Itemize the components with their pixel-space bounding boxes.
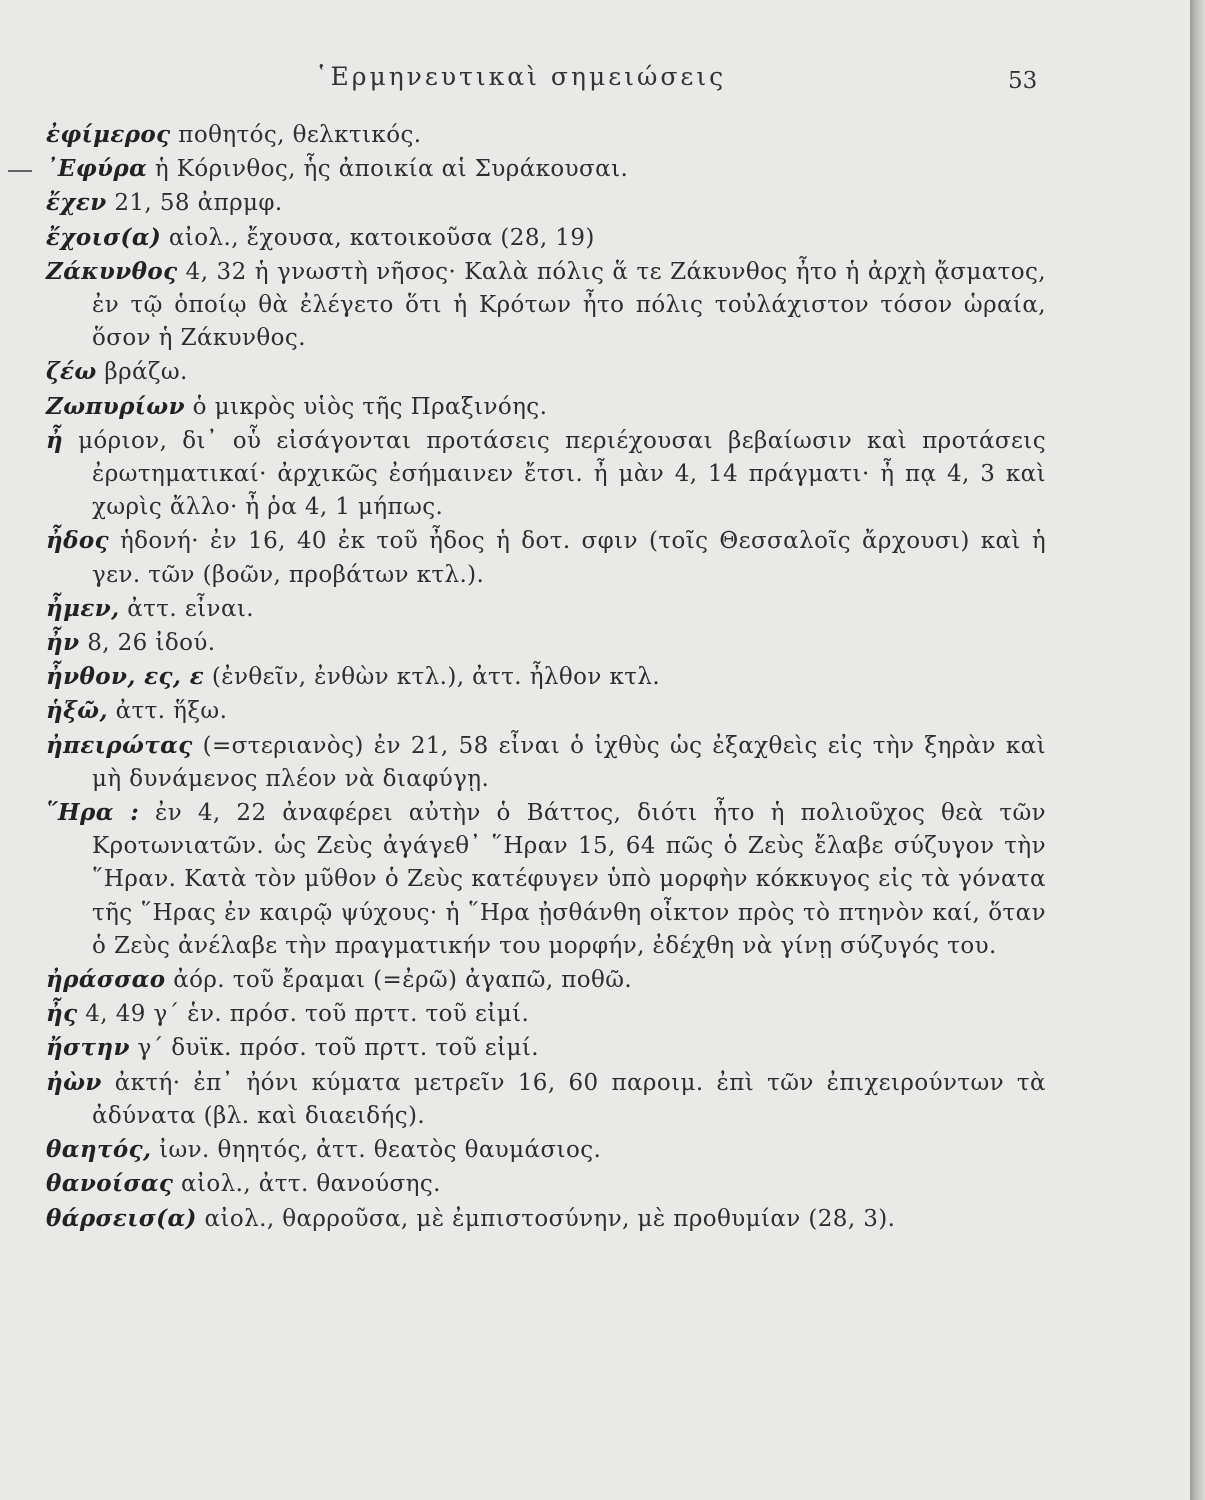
- glossary-entry: [46, 1066, 1046, 1133]
- glossary-entry: [46, 796, 1046, 963]
- entry-text: ἰων. θηητός, ἀττ. θεατὸς θαυμάσιος.: [151, 1137, 602, 1164]
- entry-text: αἰολ., θαρροῦσα, μὲ ἐμπιστοσύνην, μὲ προθυμίαν (28, 3).: [196, 1205, 896, 1232]
- entry-text: (ἐνθεῖν, ἐνθὼν κτλ.), ἀττ. ἦλθον κτλ.: [204, 664, 661, 691]
- entry-text: 8, 26 ἰδού.: [79, 630, 216, 657]
- entry-lemma: ἔχοισ(α): [46, 223, 162, 251]
- entry-text: ἐν 4, 22 ἀναφέρει αὐτὴν ὁ Βάττος, διότι ἦτο ἡ πολιοῦχος θεὰ τῶν Κροτωνιατῶν. ὡς Ζεὺς ἀγάγεθ᾿ ῞Ηραν 15, 64 πῶς ὁ Ζεὺς ἔλαβε σύζυγον τὴν ῞Ηραν. Κατὰ τὸν μῦθον ὁ Ζεὺς κατέφυγεν ὑπὸ μορφὴν κόκκυγος εἰς τὰ γόνατα τῆς ῞Ηρας ἐν καιρῷ ψύχους· ἡ ῞Ηρα ᾐσθάνθη οἶκτον πρὸς τὸ πτηνὸν καί, ὅταν ὁ Ζεὺς ἀνέλαβε τὴν πραγματικήν του μορφήν, ἐδέχθη νὰ γίνῃ σύζυγός του.: [92, 800, 1046, 959]
- glossary-entry: [46, 626, 1046, 660]
- entry-text: αἰολ., ἔχουσα, κατοικοῦσα (28, 19): [161, 224, 595, 251]
- entry-text: ἀττ. ἥξω.: [107, 698, 228, 725]
- entry-text: 21, 58 ἀπρμφ.: [106, 190, 283, 217]
- glossary-entry: [46, 118, 1046, 152]
- glossary-entry: [46, 390, 1046, 424]
- entry-lemma: ζέω: [46, 358, 97, 386]
- glossary-entry: [46, 152, 1046, 186]
- page-number: 53: [1008, 68, 1038, 94]
- entry-text: μόριον, δι᾿ οὗ εἰσάγονται προτάσεις περιέχουσαι βεβαίωσιν καὶ προτάσεις ἐρωτηματικαί· ἀρχικῶς ἐσήμαινεν ἔτσι. ἦ μὰν 4, 14 πράγματι· ἦ πᾳ 4, 3 καὶ χωρὶς ἄλλο· ἦ ῥα 4, 1 μήπως.: [63, 427, 1046, 521]
- entry-text: ἡδονή· ἐν 16, 40 ἐκ τοῦ ἦδος ἡ δοτ. σφιν (τοῖς Θεσσαλοῖς ἄρχουσι) καὶ ἡ γεν. τῶν (βοῶν, προβάτων κτλ.).: [92, 528, 1046, 588]
- entry-lemma: ἦνθον, ες, ε: [46, 663, 205, 691]
- glossary-entry: [46, 255, 1046, 356]
- entry-lemma: ἦμεν,: [46, 594, 120, 622]
- entry-lemma: ἠπειρώτας: [46, 731, 193, 759]
- entry-lemma: ἦς: [46, 1000, 78, 1028]
- glossary-entry: [46, 963, 1046, 997]
- running-title: ῾Ερμηνευτικαὶ σημειώσεις: [315, 62, 727, 91]
- margin-mark: [8, 170, 32, 172]
- entry-lemma: θάρσεισ(α): [46, 1204, 197, 1232]
- entry-text: αἰολ., ἀττ. θανούσης.: [173, 1171, 441, 1198]
- entry-lemma: ἠράσσαο: [46, 966, 166, 994]
- glossary-entry: [46, 424, 1046, 525]
- entry-text: ἀκτή· ἐπ᾿ ἠόνι κύματα μετρεῖν 16, 60 παροιμ. ἐπὶ τῶν ἐπιχειρούντων τὰ ἀδύνατα (βλ. καὶ διαειδής).: [92, 1069, 1046, 1129]
- entry-lemma: ἦν: [46, 629, 80, 657]
- glossary-entry: [46, 660, 1046, 694]
- entry-lemma: ἦδος: [46, 527, 110, 555]
- entry-text: βράζω.: [96, 359, 188, 386]
- glossary-entry: [46, 729, 1046, 796]
- glossary-entry: [46, 355, 1046, 389]
- entry-lemma: ἠὼν: [46, 1068, 102, 1096]
- entry-text: ἀόρ. τοῦ ἔραμαι (=ἐρῶ) ἀγαπῶ, ποθῶ.: [165, 967, 633, 994]
- entry-lemma: θανοίσας: [46, 1170, 174, 1198]
- entry-text: (=στεριανὸς) ἐν 21, 58 εἶναι ὁ ἰχθὺς ὡς ἐξαχθεὶς εἰς τὴν ξηρὰν καὶ μὴ δυνάμενος πλέον νὰ διαφύγῃ.: [92, 732, 1046, 792]
- entry-text: 4, 32 ἡ γνωστὴ νῆσος· Καλὰ πόλις ἅ τε Ζάκυνθος ἦτο ἡ ἀρχὴ ᾄσματος, ἐν τῷ ὁποίῳ θὰ ἐλέγετο ὅτι ἡ Κρότων ἦτο πόλις τοὐλάχιστον τόσον ὡραία, ὅσον ἡ Ζάκυνθος.: [92, 258, 1046, 352]
- entry-lemma: ἐφίμερος: [46, 121, 171, 148]
- entry-text: ἡ Κόρινθος, ἧς ἀποικία αἱ Συράκουσαι.: [147, 156, 629, 183]
- glossary-list: [46, 118, 1046, 1236]
- glossary-entry: [46, 592, 1046, 626]
- glossary-entry: [46, 1133, 1046, 1167]
- entry-lemma: Ζωπυρίων: [46, 392, 185, 420]
- glossary-entry: [46, 997, 1046, 1031]
- entry-lemma: θαητός,: [46, 1136, 152, 1164]
- entry-lemma: ᾿Εφύρα: [46, 155, 148, 183]
- glossary-entry: [46, 1167, 1046, 1201]
- entry-lemma: ῞Ηρα :: [46, 799, 140, 827]
- glossary-entry: [46, 1031, 1046, 1065]
- entry-text: γ΄ δυϊκ. πρόσ. τοῦ πρττ. τοῦ εἰμί.: [129, 1035, 540, 1062]
- entry-lemma: ἤστην: [46, 1034, 130, 1062]
- glossary-entry: [46, 186, 1046, 220]
- entry-lemma: Ζάκυνθος: [46, 257, 178, 285]
- entry-text: ἀττ. εἶναι.: [119, 595, 255, 622]
- page-edge: [1190, 0, 1205, 1500]
- entry-text: ὁ μικρὸς υἱὸς τῆς Πραξινόης.: [184, 393, 548, 420]
- glossary-entry: [46, 694, 1046, 728]
- entry-lemma: ἔχεν: [46, 189, 107, 217]
- glossary-entry: [46, 221, 1046, 255]
- entry-lemma: ἡξῶ,: [46, 697, 108, 725]
- entry-text: 4, 49 γ΄ ἑν. πρόσ. τοῦ πρττ. τοῦ εἰμί.: [77, 1001, 530, 1028]
- entry-lemma: ἦ: [46, 426, 64, 454]
- page-header: [0, 62, 1190, 102]
- glossary-entry: [46, 1202, 1046, 1236]
- glossary-entry: [46, 524, 1046, 591]
- entry-text: ποθητός, θελκτικός.: [170, 122, 422, 148]
